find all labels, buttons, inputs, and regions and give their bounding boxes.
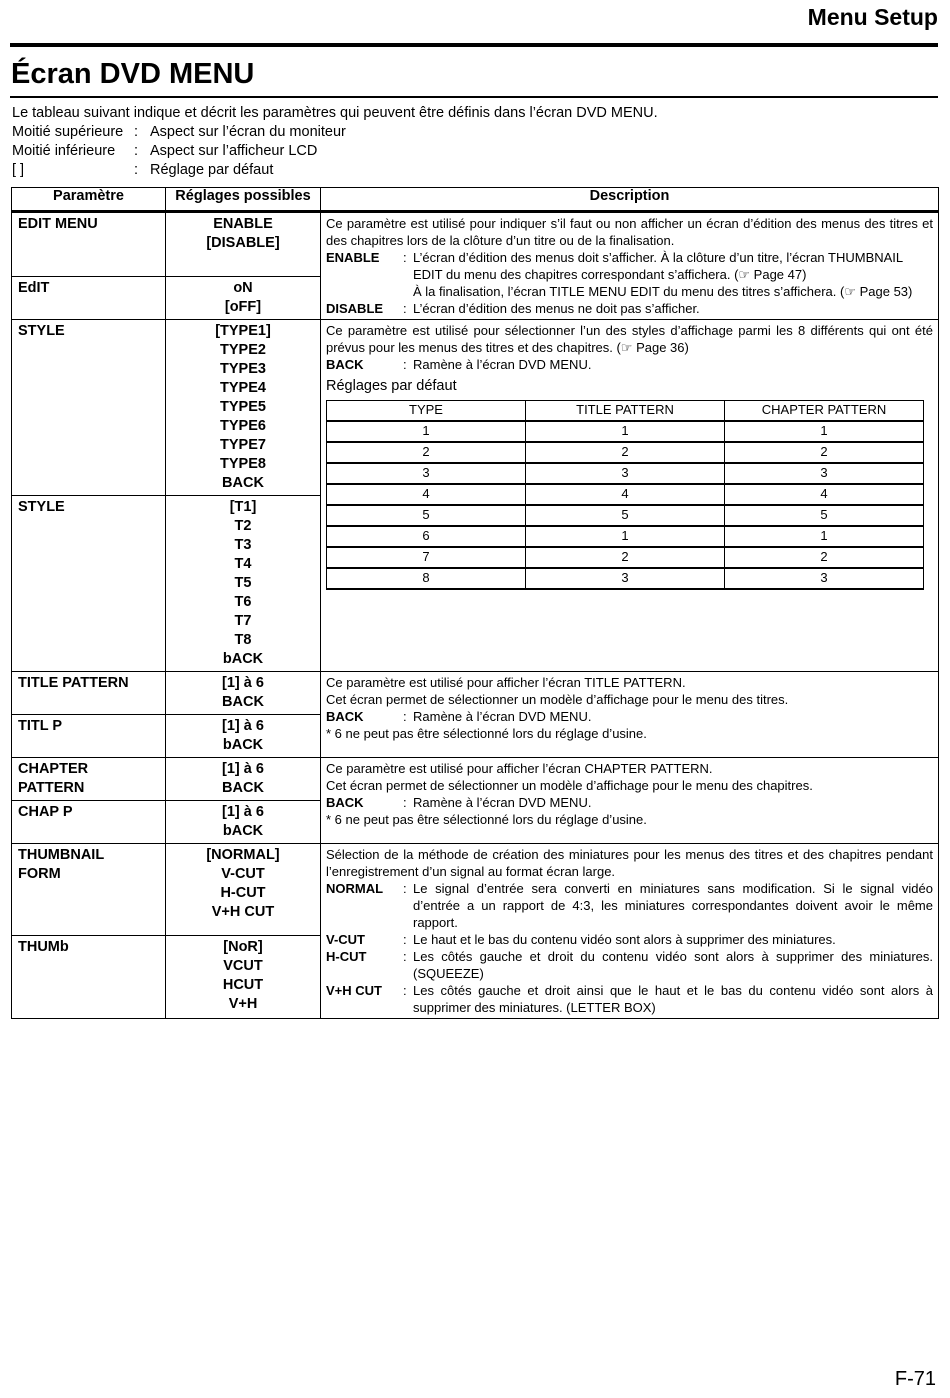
setting-value: bACK — [222, 651, 264, 667]
setting-value: [TYPE1] — [215, 323, 271, 339]
definition-item — [326, 982, 933, 1016]
legend-colon: : — [134, 143, 139, 159]
description-thumbnail-form — [321, 844, 939, 1019]
defaults-cell: 3 — [725, 463, 924, 484]
setting-value: V+H — [228, 996, 258, 1013]
definition-colon: : — [403, 709, 407, 724]
legend — [12, 123, 346, 180]
param-name: TITLE PATTERN — [12, 672, 166, 715]
setting-value: TYPE3 — [220, 361, 266, 377]
defaults-row — [327, 463, 924, 484]
defaults-cell: 1 — [526, 526, 725, 547]
header-rule — [10, 43, 938, 47]
defaults-header: TITLE PATTERN — [526, 401, 725, 422]
setting-value: TYPE5 — [220, 399, 266, 415]
defaults-row — [327, 421, 924, 442]
setting-value: oN — [233, 280, 253, 296]
param-name-lcd: EdIT — [12, 277, 166, 320]
note-text: * 6 ne peut pas être sélectionné lors du réglage d’usine. — [326, 812, 647, 827]
setting-value: T4 — [234, 556, 252, 572]
definition-item — [326, 931, 933, 948]
defaults-table — [326, 400, 924, 590]
definition-line: À la finalisation, l’écran TITLE MENU EDIT du menu des titres s’affichera. (☞ Page 53) — [413, 284, 913, 299]
settings-values-lcd — [166, 801, 321, 844]
definition-term: V-CUT — [326, 932, 365, 947]
legend-row — [12, 123, 346, 142]
setting-value: TYPE8 — [220, 456, 266, 472]
settings-values-lcd — [166, 277, 321, 320]
definition-text: L’écran d’édition des menus ne doit pas s’afficher. — [413, 301, 700, 316]
param-name: EDIT MENU — [12, 212, 166, 277]
setting-value: V-CUT — [221, 866, 265, 882]
defaults-row — [327, 568, 924, 589]
defaults-cell: 1 — [526, 421, 725, 442]
header-settings: Réglages possibles — [166, 188, 321, 212]
defaults-cell: 4 — [526, 484, 725, 505]
defaults-cell: 2 — [526, 547, 725, 568]
description-text: Ce paramètre est utilisé pour indiquer s’il faut ou non afficher un écran d’édition des menus des titres et des chapitres lors de la clôture d’un titre ou de la finalisation. — [326, 216, 933, 248]
definition-term: ENABLE — [326, 250, 380, 265]
param-name — [12, 844, 166, 936]
setting-value: T6 — [234, 594, 252, 610]
setting-value: H-CUT — [220, 885, 266, 901]
setting-value: TYPE2 — [220, 342, 266, 358]
param-name-line: PATTERN — [18, 780, 85, 796]
setting-value: [1] à 6 — [222, 675, 264, 691]
definition-text: Ramène à l’écran DVD MENU. — [413, 795, 592, 810]
definition-term: BACK — [326, 795, 364, 810]
defaults-cell: 4 — [725, 484, 924, 505]
legend-term: Moitié supérieure — [12, 124, 124, 140]
settings-values — [166, 212, 321, 277]
settings-values — [166, 672, 321, 715]
note-text: * 6 ne peut pas être sélectionné lors du réglage d’usine. — [326, 726, 647, 741]
settings-values-lcd — [166, 715, 321, 758]
settings-values — [166, 320, 321, 496]
param-name-line: CHAPTER — [18, 761, 89, 777]
legend-text: Réglage par défaut — [150, 162, 274, 178]
defaults-row — [327, 526, 924, 547]
definition-term: BACK — [326, 709, 364, 724]
setting-value: VCUT — [223, 958, 263, 975]
legend-term: [ ] — [12, 162, 25, 178]
setting-value: V+H CUT — [211, 904, 275, 920]
setting-value: [1] à 6 — [222, 761, 264, 777]
setting-value: [1] à 6 — [222, 718, 264, 734]
settings-values — [166, 844, 321, 936]
defaults-cell: 6 — [327, 526, 526, 547]
setting-value: TYPE7 — [220, 437, 266, 453]
setting-value: ENABLE — [213, 216, 273, 232]
defaults-header: CHAPTER PATTERN — [725, 401, 924, 422]
setting-value: T8 — [234, 632, 252, 648]
defaults-row — [327, 547, 924, 568]
definition-colon: : — [403, 881, 407, 896]
header-param: Paramètre — [12, 188, 166, 212]
definition-term: BACK — [326, 357, 364, 372]
definition-colon: : — [403, 795, 407, 810]
defaults-cell: 1 — [725, 526, 924, 547]
setting-value: TYPE6 — [220, 418, 266, 434]
setting-value: [NoR] — [223, 939, 263, 956]
param-name: STYLE — [12, 320, 166, 496]
description-text: Cet écran permet de sélectionner un modèle d’affichage pour le menu des titres. — [326, 692, 789, 707]
defaults-cell: 5 — [526, 505, 725, 526]
description-text: Ce paramètre est utilisé pour afficher l’écran TITLE PATTERN. — [326, 675, 686, 690]
defaults-cell: 3 — [327, 463, 526, 484]
param-name-lcd: CHAP P — [12, 801, 166, 844]
definition-term: H-CUT — [326, 949, 367, 964]
setting-value: BACK — [222, 780, 264, 796]
defaults-row — [327, 505, 924, 526]
settings-values-lcd — [166, 496, 321, 672]
param-name — [12, 758, 166, 801]
param-name-lcd: THUMb — [12, 936, 166, 1019]
defaults-row — [327, 442, 924, 463]
defaults-cell: 5 — [327, 505, 526, 526]
param-name-line: THUMBNAIL — [18, 847, 105, 863]
definition-item — [326, 880, 933, 931]
settings-table — [11, 187, 939, 1019]
legend-text: Aspect sur l’afficheur LCD — [150, 143, 318, 159]
defaults-cell: 7 — [327, 547, 526, 568]
table-row-chapter-pattern-upper — [12, 758, 939, 801]
defaults-cell: 3 — [526, 568, 725, 589]
defaults-cell: 2 — [725, 442, 924, 463]
definition-item — [326, 249, 933, 300]
legend-row — [12, 142, 346, 161]
setting-value: T2 — [234, 518, 252, 534]
definition-item — [326, 794, 933, 811]
definition-text: Les côtés gauche et droit du contenu vidéo sont alors à supprimer des miniatures. (SQUEEZE) — [413, 949, 933, 981]
definition-colon: : — [403, 932, 407, 947]
page-title: Écran DVD MENU — [11, 58, 255, 90]
definition-colon: : — [403, 949, 407, 964]
description-text: Ce paramètre est utilisé pour sélectionner l’un des styles d’affichage parmi les 8 différents qui ont été prévus pour les menus des titres et des chapitres. (☞ Page 36) — [326, 323, 933, 355]
table-row-title-pattern-upper — [12, 672, 939, 715]
table-row-style-upper — [12, 320, 939, 496]
setting-value: T7 — [234, 613, 252, 629]
defaults-header-row — [327, 401, 924, 422]
definition-text — [413, 249, 933, 300]
setting-value: T3 — [234, 537, 252, 553]
section-title: Menu Setup — [807, 4, 938, 30]
definition-colon: : — [403, 983, 407, 998]
definition-line: L’écran d’édition des menus doit s’afficher. À la clôture d’un titre, l’écran THUMBNAIL EDIT du menu des chapitres correspondant s’affichera. (☞ Page 47) — [413, 250, 903, 282]
setting-value: bACK — [222, 737, 264, 753]
definition-colon: : — [403, 357, 407, 372]
definition-text: Ramène à l’écran DVD MENU. — [413, 357, 592, 372]
page-number: F-71 — [894, 1368, 936, 1390]
definition-item — [326, 948, 933, 982]
definition-item — [326, 708, 933, 725]
setting-value: [DISABLE] — [206, 235, 280, 251]
intro-text: Le tableau suivant indique et décrit les paramètres qui peuvent être définis dans l’écran DVD MENU. — [12, 105, 658, 121]
defaults-cell: 8 — [327, 568, 526, 589]
defaults-row — [327, 484, 924, 505]
definition-text: Le signal d’entrée sera converti en miniatures sans modification. Si le signal vidéo d’entrée a un rapport de 4:3, les miniatures correspondantes doivent avoir le même rapport. — [413, 881, 933, 930]
defaults-label: Réglages par défaut — [326, 378, 457, 394]
legend-colon: : — [134, 162, 139, 178]
description-text: Ce paramètre est utilisé pour afficher l’écran CHAPTER PATTERN. — [326, 761, 713, 776]
setting-value: [1] à 6 — [222, 804, 264, 820]
defaults-cell: 2 — [327, 442, 526, 463]
defaults-cell: 3 — [526, 463, 725, 484]
param-name-line: FORM — [18, 866, 61, 882]
legend-row — [12, 161, 346, 180]
defaults-cell: 2 — [725, 547, 924, 568]
definition-term: NORMAL — [326, 881, 384, 896]
setting-value: BACK — [222, 475, 264, 491]
table-row-thumbnail-form-upper — [12, 844, 939, 936]
legend-colon: : — [134, 124, 139, 140]
defaults-header: TYPE — [327, 401, 526, 422]
description-style — [321, 320, 939, 672]
defaults-cell: 5 — [725, 505, 924, 526]
definition-item — [326, 300, 933, 317]
setting-value: [NORMAL] — [206, 847, 280, 863]
definition-term: DISABLE — [326, 301, 384, 316]
defaults-cell: 4 — [327, 484, 526, 505]
table-row-edit-menu-upper — [12, 212, 939, 277]
settings-values — [166, 758, 321, 801]
setting-value: HCUT — [222, 977, 264, 994]
setting-value: T5 — [234, 575, 252, 591]
definition-text: Ramène à l’écran DVD MENU. — [413, 709, 592, 724]
param-name-lcd: STYLE — [12, 496, 166, 672]
definition-text: Les côtés gauche et droit ainsi que le haut et le bas du contenu vidéo sont alors à supprimer des miniatures. (LETTER BOX) — [413, 983, 933, 1015]
setting-value: [oFF] — [224, 299, 262, 315]
defaults-cell: 3 — [725, 568, 924, 589]
description-text: Sélection de la méthode de création des miniatures pour les menus des titres et des chapitres pendant l’enregistrement d’un signal au format écran large. — [326, 847, 933, 879]
definition-term: V+H CUT — [326, 983, 382, 998]
setting-value: [T1] — [229, 499, 257, 515]
table-header-row — [12, 188, 939, 212]
definition-colon: : — [403, 250, 407, 265]
setting-value: BACK — [222, 694, 264, 710]
setting-value: bACK — [222, 823, 264, 839]
title-rule — [10, 96, 938, 98]
defaults-cell: 1 — [327, 421, 526, 442]
setting-value: TYPE4 — [220, 380, 266, 396]
param-name-lcd: TITL P — [12, 715, 166, 758]
defaults-cell: 1 — [725, 421, 924, 442]
description-text: Cet écran permet de sélectionner un modèle d’affichage pour le menu des chapitres. — [326, 778, 813, 793]
description-title-pattern — [321, 672, 939, 758]
description-edit-menu — [321, 212, 939, 320]
legend-term: Moitié inférieure — [12, 143, 116, 159]
definition-item — [326, 356, 933, 373]
definition-text: Le haut et le bas du contenu vidéo sont alors à supprimer des miniatures. — [413, 932, 836, 947]
legend-text: Aspect sur l’écran du moniteur — [150, 124, 346, 140]
defaults-cell: 2 — [526, 442, 725, 463]
settings-values-lcd — [166, 936, 321, 1019]
definition-colon: : — [403, 301, 407, 316]
header-description: Description — [321, 188, 939, 212]
description-chapter-pattern — [321, 758, 939, 844]
